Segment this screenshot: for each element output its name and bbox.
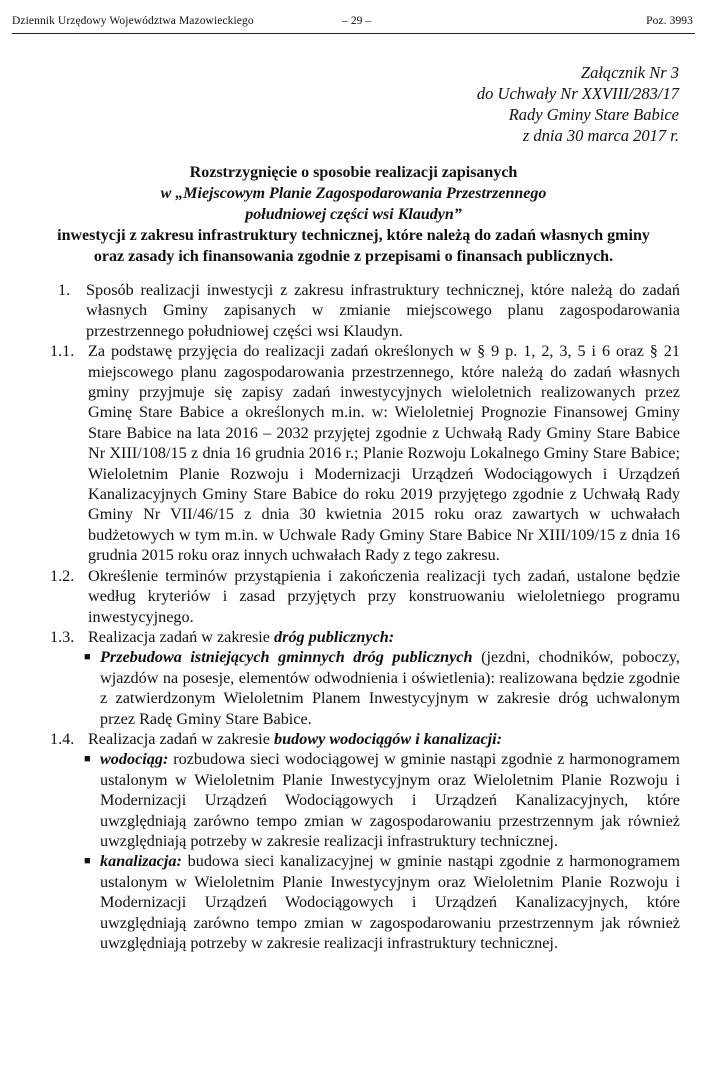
annex-line: Załącznik Nr 3 <box>580 63 679 82</box>
bullet-square-icon: ■ <box>84 753 91 766</box>
title-line: południowej części wsi Klaudyn” <box>245 206 462 223</box>
title-line: inwestycji z zakresu infrastruktury technicznej, które należą do zadań własnych gminy <box>57 227 650 244</box>
bullet-text: budowa sieci kanalizacyjnej w gminie nastąpi zgodnie z harmonogramem ustalonym w Wieloletnim Planie Inwestycyjnym oraz Wieloletnim Planie Rozwoju i Modernizacji Urządzeń Wodociągowych i Urządzeń Kanalizacyjnych, które uwzględniają zarówno tempo zmian w zagospodarowaniu przestrzennym jak również uwzględniają potrzeby w zakresie realizacji infrastruktury technicznej. <box>100 852 680 952</box>
bullet-emphasis: wodociąg: <box>100 750 169 769</box>
page-header <box>12 13 695 34</box>
title-line: w „Miejscowym Planie Zagospodarowania Przestrzennego <box>160 185 547 202</box>
section-1-1 <box>50 341 680 565</box>
bullet-item-sewage <box>58 851 680 953</box>
bullet-emphasis: kanalizacja: <box>100 852 182 871</box>
bullet-emphasis: Przebudowa istniejących gminnych dróg publicznych <box>100 648 473 667</box>
bullet-text: rozbudowa sieci wodociągowej w gminie nastąpi zgodnie z harmonogramem ustalonym w Wieloletnim Planie Inwestycyjnym oraz Wieloletnim Planie Rozwoju i Modernizacji Urządzeń Wodociągowych i Urządzeń Kanalizacyjnych, które uwzględniają zarówno tempo zmian w zagospodarowaniu przestrzennym jak również uwzględniają potrzeby w zakresie realizacji infrastruktury technicznej. <box>100 750 680 850</box>
section-number: 1.3. <box>50 627 75 646</box>
bullet-square-icon: ■ <box>84 855 91 868</box>
bullet-square-icon: ■ <box>84 651 91 664</box>
annex-line: Rady Gminy Stare Babice <box>508 105 679 124</box>
annex-line: z dnia 30 marca 2017 r. <box>522 126 679 145</box>
annex-line: do Uchwały Nr XXVIII/283/17 <box>476 84 679 103</box>
bullet-item-roads <box>58 647 680 729</box>
section-number: 1.1. <box>50 342 75 361</box>
section-number: 1.2. <box>50 566 75 585</box>
section-1-2 <box>50 566 680 627</box>
section-number: 1. <box>58 281 71 299</box>
section-1-3 <box>50 627 680 647</box>
document-body <box>50 280 680 953</box>
position-number: Poz. 3993 <box>646 15 693 27</box>
section-1 <box>58 280 680 341</box>
annex-block <box>379 62 679 146</box>
section-text: Sposób realizacji inwestycji z zakresu infrastruktury technicznej, które należą do zadań własnych Gminy zapisanych w zmianie miejscowego planu zagospodarowania przestrzennego południowej części wsi Klaudyn. <box>86 281 680 340</box>
title-line: Rozstrzygnięcie o sposobie realizacji zapisanych <box>189 164 518 181</box>
title-line: oraz zasady ich finansowania zgodnie z przepisami o finansach publicznych. <box>93 248 614 265</box>
section-1-4 <box>50 729 680 749</box>
journal-title: Dziennik Urzędowy Województwa Mazowieckiego <box>12 15 254 27</box>
page-number: – 29 – <box>342 15 372 27</box>
section-number: 1.4. <box>50 729 75 748</box>
section-emphasis: dróg publicznych: <box>274 627 395 646</box>
section-emphasis: budowy wodociągów i kanalizacji: <box>274 729 503 748</box>
section-text: Za podstawę przyjęcia do realizacji zadań określonych w § 9 p. 1, 2, 3, 5 i 6 oraz § 21 miejscowego planu zagospodarowania przestrzennego, które należą do zadań własnych gminy przyjmuje się zapisy zadań inwestycyjnych wieloletnich realizowanych przez Gminę Stare Babice a określonych m.in. w: Wieloletniej Prognozie Finansowej Gminy Stare Babice na lata 2016 – 2032 przyjętej zgodnie z Uchwałą Rady Gminy Stare Babice Nr XIII/108/15 z dnia 16 grudnia 2016 r.; Planie Rozwoju Lokalnego Gminy Stare Babice; Wieloletnim Planie Rozwoju i Modernizacji Urządzeń Wodociągowych i Urządzeń Kanalizacyjnych Gminy Stare Babice do roku 2019 przyjętego zgodnie z Uchwałą Rady Gminy Nr VII/46/15 z dnia 30 kwietnia 2015 roku oraz zawartych w uchwałach budżetowych w tym m.in. w Uchwale Rady Gminy Stare Babice Nr XIII/109/15 z dnia 16 grudnia 2015 roku oraz innych uchwałach Rady z tego zakresu. <box>88 342 680 565</box>
section-text: Określenie terminów przystąpienia i zakończenia realizacji tych zadań, ustalone będzie według kryteriów i zasad przyjętych przy konstruowaniu wieloletniego programu inwestycyjnego. <box>88 566 680 626</box>
document-title <box>20 162 687 267</box>
bullet-item-water <box>58 749 680 851</box>
section-lead: Realizacja zadań w zakresie <box>88 627 275 646</box>
section-lead: Realizacja zadań w zakresie <box>88 729 275 748</box>
bullet-text: (jezdni, chodników, poboczy, wjazdów na posesje, elementów odwodnienia i oświetlenia): realizowana będzie zgodnie z zatwierdzonym Wieloletnim Planem Inwestycyjnym w zakresie dróg uchwalonym przez Radę Gminy Stare Babice. <box>100 648 680 728</box>
